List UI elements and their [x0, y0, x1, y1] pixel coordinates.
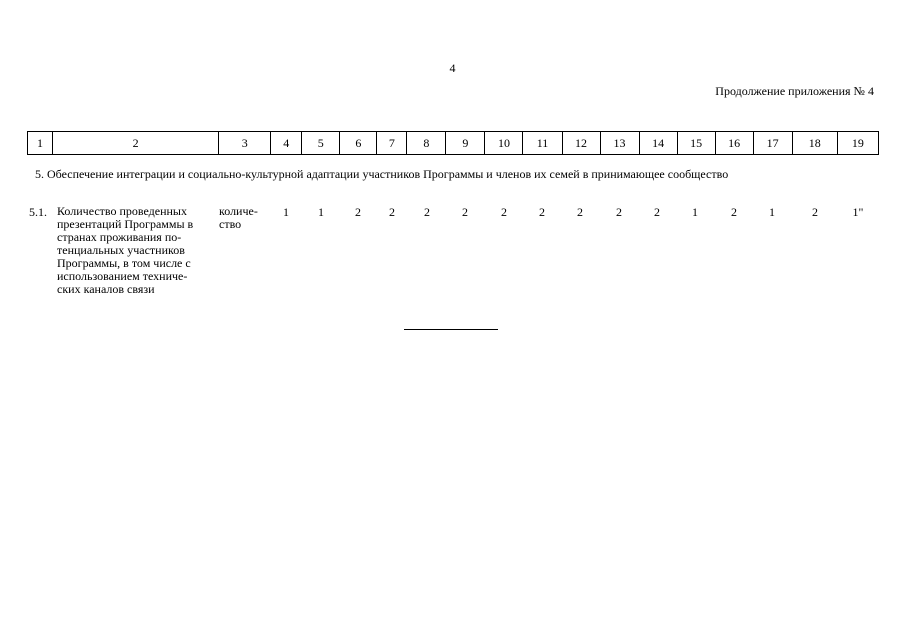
header-cell: 9	[446, 132, 485, 155]
header-cell: 17	[753, 132, 792, 155]
header-row	[28, 132, 879, 155]
header-cell: 5	[302, 132, 340, 155]
row-value: 1	[769, 205, 775, 219]
header-cell: 4	[271, 132, 302, 155]
header-cell: 14	[639, 132, 677, 155]
header-cell: 11	[523, 132, 562, 155]
header-cell: 8	[407, 132, 446, 155]
header-cell: 13	[600, 132, 639, 155]
row-value: 2	[539, 205, 545, 219]
row-value: 2	[812, 205, 818, 219]
column-number-header	[27, 131, 879, 155]
page-number: 4	[449, 61, 456, 75]
row-unit: количе- ство	[219, 204, 258, 231]
section-title: 5. Обеспечение интеграции и социально-культурной адаптации участников Программы и членов их семей в принимающее сообщество	[35, 167, 729, 181]
row-number: 5.1.	[29, 205, 47, 219]
row-value: 2	[424, 205, 430, 219]
row-value: 1	[318, 205, 324, 219]
header-cell: 18	[792, 132, 837, 155]
row-value: 1	[692, 205, 698, 219]
header-cell: 2	[53, 132, 219, 155]
header-cell: 7	[377, 132, 407, 155]
header-cell: 15	[677, 132, 715, 155]
row-value: 2	[731, 205, 737, 219]
row-value: 2	[654, 205, 660, 219]
end-separator-line	[404, 329, 498, 330]
row-value: 2	[389, 205, 395, 219]
header-cell: 6	[340, 132, 377, 155]
header-cell: 1	[28, 132, 53, 155]
continuation-label: Продолжение приложения № 4	[715, 84, 874, 98]
row-value: 2	[355, 205, 361, 219]
row-value: 2	[616, 205, 622, 219]
row-value: 2	[462, 205, 468, 219]
row-description: Количество проведенных презентаций Программы в странах проживания по- тенциальных участников Программы, в том числе с использованием техниче- ских каналов связи	[57, 204, 194, 296]
header-cell: 16	[715, 132, 753, 155]
header-cell: 12	[562, 132, 600, 155]
row-value: 1	[283, 205, 289, 219]
row-value: 2	[577, 205, 583, 219]
row-value: 1"	[852, 205, 864, 219]
row-value: 2	[501, 205, 507, 219]
header-cell: 19	[837, 132, 878, 155]
header-cell: 10	[485, 132, 523, 155]
header-cell: 3	[219, 132, 271, 155]
